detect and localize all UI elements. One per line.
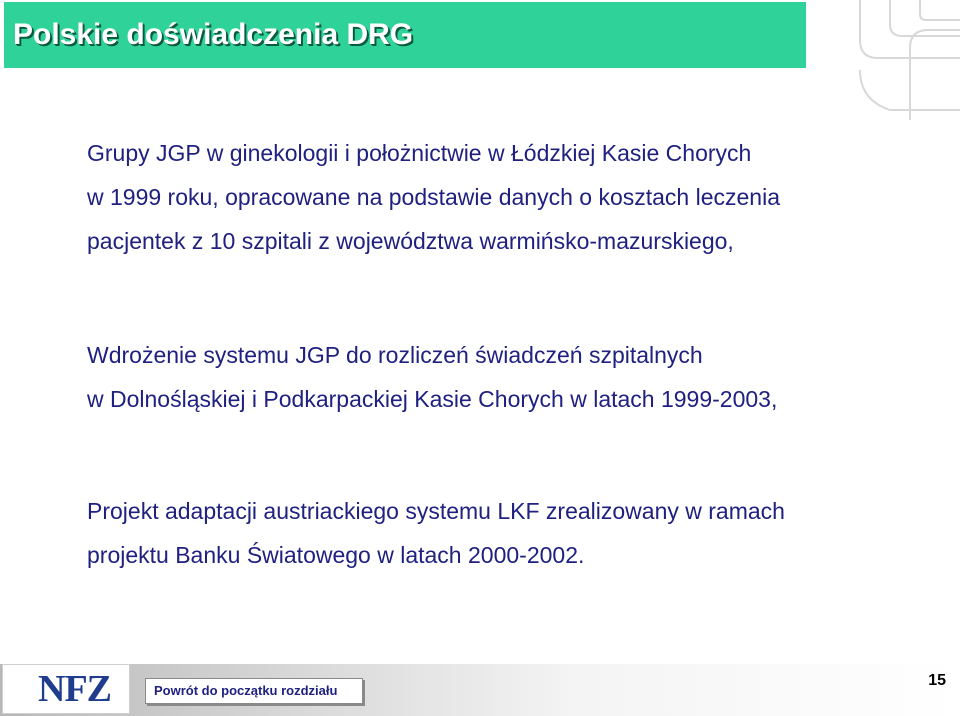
paragraph-line: w 1999 roku, opracowane na podstawie danych o kosztach leczenia xyxy=(87,184,780,210)
curved-lines-decoration-icon xyxy=(800,0,960,120)
paragraph-line: Wdrożenie systemu JGP do rozliczeń świadczeń szpitalnych xyxy=(87,342,703,368)
paragraph-projekt-lkf xyxy=(87,489,785,577)
paragraph-line: w Dolnośląskiej i Podkarpackiej Kasie Chorych w latach 1999-2003, xyxy=(87,386,778,412)
paragraph-wdrozenie-jgp xyxy=(87,333,777,421)
nfz-logo: NFZ xyxy=(38,668,111,710)
title-bar xyxy=(4,2,806,68)
footer-bar xyxy=(0,664,960,716)
paragraph-line: pacjentek z 10 szpitali z województwa warmińsko-mazurskiego, xyxy=(87,228,734,254)
paragraph-jgp-ginekologia xyxy=(87,131,780,263)
back-to-chapter-start-button[interactable]: Powrót do początku rozdziału xyxy=(145,678,363,704)
paragraph-line: Grupy JGP w ginekologii i położnictwie w Łódzkiej Kasie Chorych xyxy=(87,140,752,166)
slide-title: Polskie doświadczenia DRG xyxy=(13,18,414,51)
paragraph-line: projektu Banku Światowego w latach 2000-2002. xyxy=(87,542,585,568)
paragraph-line: Projekt adaptacji austriackiego systemu LKF zrealizowany w ramach xyxy=(87,498,785,524)
page-number: 15 xyxy=(928,672,946,689)
